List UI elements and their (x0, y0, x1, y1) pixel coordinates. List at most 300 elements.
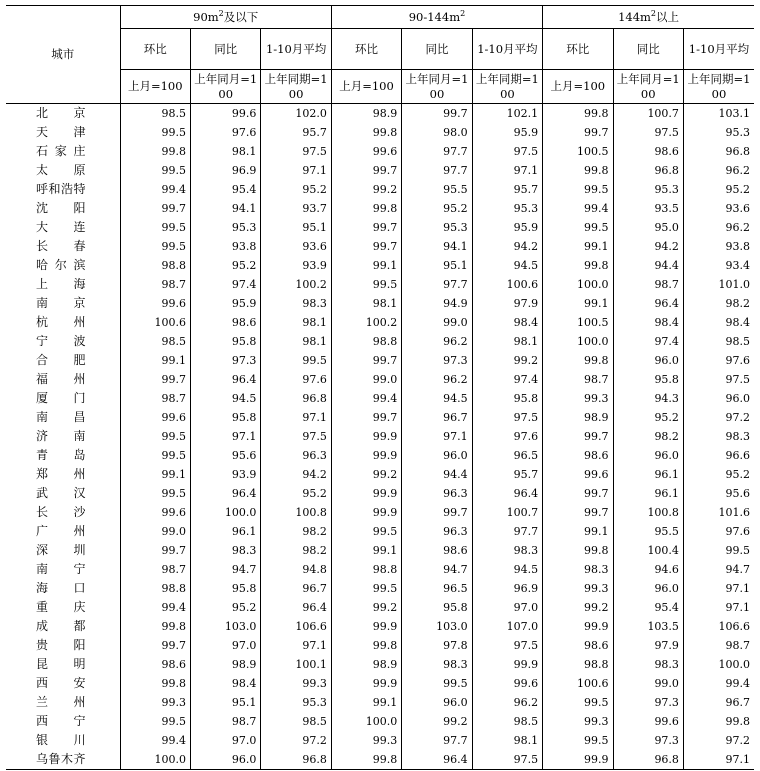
index-value-cell: 100.0 (190, 503, 260, 522)
index-value-cell: 99.0 (331, 370, 401, 389)
index-value-cell: 96.5 (472, 446, 542, 465)
index-value-cell: 99.2 (402, 712, 472, 731)
index-value-cell: 99.8 (120, 142, 190, 161)
city-name-cell: 青岛 (6, 446, 120, 465)
sub-header-mom: 环比 (120, 29, 190, 70)
index-value-cell: 95.8 (472, 389, 542, 408)
index-value-cell: 95.8 (190, 408, 260, 427)
index-value-cell: 99.5 (120, 712, 190, 731)
city-name-cell: 重庆 (6, 598, 120, 617)
index-value-cell: 99.7 (120, 370, 190, 389)
index-value-cell: 97.1 (261, 636, 331, 655)
index-value-cell: 97.5 (261, 142, 331, 161)
table-row (6, 617, 754, 636)
index-value-cell: 96.4 (261, 598, 331, 617)
index-value-cell: 95.2 (613, 408, 683, 427)
index-value-cell: 99.2 (331, 180, 401, 199)
table-row (6, 256, 754, 275)
sub-header-yoy: 同比 (613, 29, 683, 70)
index-value-cell: 103.1 (683, 104, 754, 124)
index-value-cell: 99.0 (120, 522, 190, 541)
index-value-cell: 99.7 (120, 636, 190, 655)
index-value-cell: 96.0 (402, 446, 472, 465)
index-value-cell: 99.2 (331, 598, 401, 617)
city-name-cell: 沈阳 (6, 199, 120, 218)
index-value-cell: 99.8 (331, 636, 401, 655)
base-header-prev-month: 上月=100 (543, 70, 613, 104)
index-value-cell: 97.4 (613, 332, 683, 351)
index-value-cell: 98.1 (190, 142, 260, 161)
index-value-cell: 95.8 (613, 370, 683, 389)
index-value-cell: 98.3 (725, 430, 750, 443)
index-value-cell: 96.8 (613, 161, 683, 180)
index-value-cell: 95.2 (261, 180, 331, 199)
index-value-cell: 99.1 (543, 294, 613, 313)
index-value-cell: 97.4 (190, 275, 260, 294)
index-value-cell: 95.1 (402, 256, 472, 275)
city-name-cell: 福州 (6, 370, 120, 389)
index-value-cell: 95.2 (261, 484, 331, 503)
index-value-cell: 98.3 (613, 655, 683, 674)
index-value-cell: 98.7 (613, 275, 683, 294)
index-value-cell: 99.5 (725, 544, 750, 557)
index-value-cell: 95.7 (472, 465, 542, 484)
table-row (6, 161, 754, 180)
index-value-cell: 100.6 (120, 313, 190, 332)
index-value-cell: 99.9 (331, 446, 401, 465)
index-value-cell: 96.7 (725, 696, 750, 709)
index-value-cell: 98.7 (120, 560, 190, 579)
index-value-cell: 94.7 (190, 560, 260, 579)
index-value-cell: 99.8 (120, 674, 190, 693)
index-value-cell: 96.2 (725, 221, 750, 234)
index-value-cell: 96.4 (190, 484, 260, 503)
index-value-cell: 96.3 (261, 446, 331, 465)
index-value-cell: 97.5 (472, 750, 542, 770)
index-value-cell: 95.3 (261, 693, 331, 712)
table-row (6, 199, 754, 218)
index-value-cell: 99.8 (543, 161, 613, 180)
table-row (6, 731, 754, 750)
index-value-cell: 99.7 (543, 484, 613, 503)
index-value-cell: 97.6 (190, 123, 260, 142)
index-value-cell: 99.7 (543, 503, 613, 522)
index-value-cell: 99.7 (120, 199, 190, 218)
index-value-cell: 99.7 (331, 408, 401, 427)
index-value-cell: 95.9 (472, 123, 542, 142)
index-value-cell: 93.8 (190, 237, 260, 256)
index-value-cell: 95.2 (190, 598, 260, 617)
index-value-cell: 100.6 (543, 674, 613, 693)
index-value-cell: 99.4 (331, 389, 401, 408)
index-value-cell: 99.5 (543, 180, 613, 199)
index-value-cell: 99.5 (120, 484, 190, 503)
index-value-cell: 94.4 (402, 465, 472, 484)
index-value-cell: 99.8 (543, 256, 613, 275)
index-value-cell: 95.3 (725, 126, 750, 139)
index-value-cell: 95.9 (472, 218, 542, 237)
index-value-cell: 100.0 (718, 658, 750, 671)
index-value-cell: 97.1 (725, 582, 750, 595)
index-value-cell: 94.7 (725, 563, 750, 576)
index-value-cell: 97.0 (190, 636, 260, 655)
index-value-cell: 98.8 (120, 256, 190, 275)
table-row (6, 104, 754, 124)
index-value-cell: 96.4 (402, 750, 472, 770)
index-value-cell: 100.7 (472, 503, 542, 522)
table-row (6, 655, 754, 674)
index-value-cell: 93.5 (613, 199, 683, 218)
index-value-cell: 102.0 (261, 104, 331, 124)
index-value-cell: 99.1 (120, 351, 190, 370)
index-value-cell: 94.2 (613, 237, 683, 256)
index-value-cell: 95.4 (190, 180, 260, 199)
base-header-prev-month: 上月=100 (331, 70, 401, 104)
city-name-cell: 郑州 (6, 465, 120, 484)
index-value-cell: 99.0 (402, 313, 472, 332)
index-value-cell: 96.0 (402, 693, 472, 712)
index-value-cell: 100.6 (472, 275, 542, 294)
group-header-medium-label: 90-144m (408, 9, 461, 24)
city-name-cell: 兰州 (6, 693, 120, 712)
index-value-cell: 96.8 (261, 389, 331, 408)
index-value-cell: 96.9 (472, 579, 542, 598)
index-value-cell: 99.3 (543, 712, 613, 731)
index-value-cell: 100.8 (613, 503, 683, 522)
index-value-cell: 96.9 (190, 161, 260, 180)
index-value-cell: 96.2 (402, 332, 472, 351)
table-row (6, 465, 754, 484)
index-value-cell: 95.9 (190, 294, 260, 313)
index-value-cell: 98.2 (261, 522, 331, 541)
index-value-cell: 96.1 (613, 484, 683, 503)
index-value-cell: 97.5 (472, 636, 542, 655)
index-value-cell: 96.2 (402, 370, 472, 389)
table-row (6, 294, 754, 313)
index-value-cell: 100.0 (120, 750, 190, 770)
city-name-cell: 大连 (6, 218, 120, 237)
city-name-cell: 海口 (6, 579, 120, 598)
index-value-cell: 98.6 (543, 636, 613, 655)
city-column-header: 城市 (6, 6, 120, 104)
index-value-cell: 97.4 (472, 370, 542, 389)
table-row (6, 275, 754, 294)
index-value-cell: 101.6 (718, 506, 750, 519)
city-name-cell: 南宁 (6, 560, 120, 579)
table-row (6, 693, 754, 712)
table-row (6, 446, 754, 465)
index-value-cell: 98.1 (261, 313, 331, 332)
index-value-cell: 98.2 (613, 427, 683, 446)
table-row (6, 332, 754, 351)
index-value-cell: 99.7 (120, 541, 190, 560)
group-header-small-sup: 2 (218, 8, 224, 18)
index-value-cell: 97.0 (190, 731, 260, 750)
index-value-cell: 97.3 (613, 693, 683, 712)
index-value-cell: 97.8 (402, 636, 472, 655)
index-value-cell: 95.2 (725, 183, 750, 196)
index-value-cell: 98.0 (402, 123, 472, 142)
index-value-cell: 99.5 (543, 693, 613, 712)
index-value-cell: 99.7 (543, 123, 613, 142)
index-value-cell: 95.1 (261, 218, 331, 237)
index-value-cell: 98.5 (472, 712, 542, 731)
index-value-cell: 99.1 (543, 522, 613, 541)
base-header-prev-year-month: 上年同月=100 (402, 70, 472, 104)
index-value-cell: 95.8 (190, 579, 260, 598)
index-value-cell: 98.7 (120, 389, 190, 408)
index-value-cell: 99.8 (331, 199, 401, 218)
table-row (6, 408, 754, 427)
index-value-cell: 94.5 (402, 389, 472, 408)
index-value-cell: 100.2 (261, 275, 331, 294)
index-value-cell: 98.6 (190, 313, 260, 332)
index-value-cell: 98.6 (613, 142, 683, 161)
index-value-cell: 99.2 (472, 351, 542, 370)
index-value-cell: 98.4 (190, 674, 260, 693)
index-value-cell: 97.1 (472, 161, 542, 180)
sub-header-average: 1-10月平均 (683, 29, 754, 70)
index-value-cell: 99.7 (543, 427, 613, 446)
index-value-cell: 99.9 (331, 617, 401, 636)
group-header-large-suffix: 以上 (656, 9, 680, 24)
index-value-cell: 99.1 (543, 237, 613, 256)
index-value-cell: 97.6 (725, 525, 750, 538)
index-value-cell: 98.8 (331, 560, 401, 579)
index-value-cell: 97.6 (725, 354, 750, 367)
index-value-cell: 99.5 (331, 579, 401, 598)
index-value-cell: 99.8 (543, 351, 613, 370)
index-value-cell: 99.7 (331, 218, 401, 237)
index-value-cell: 99.9 (331, 427, 401, 446)
city-name-cell: 北京 (6, 104, 120, 124)
index-value-cell: 99.6 (120, 408, 190, 427)
group-header-small (120, 6, 331, 29)
index-value-cell: 99.7 (331, 161, 401, 180)
index-value-cell: 96.8 (613, 750, 683, 770)
index-value-cell: 96.3 (402, 522, 472, 541)
sub-header-average: 1-10月平均 (261, 29, 331, 70)
index-value-cell: 97.2 (725, 734, 750, 747)
index-value-cell: 98.9 (331, 655, 401, 674)
index-value-cell: 99.6 (472, 674, 542, 693)
city-name-cell: 上海 (6, 275, 120, 294)
index-value-cell: 99.1 (331, 693, 401, 712)
index-value-cell: 99.5 (120, 427, 190, 446)
index-value-cell: 99.1 (331, 256, 401, 275)
table-row (6, 237, 754, 256)
index-value-cell: 99.8 (725, 715, 750, 728)
index-value-cell: 99.3 (543, 389, 613, 408)
index-value-cell: 97.5 (725, 373, 750, 386)
table-row (6, 636, 754, 655)
city-name-cell: 杭州 (6, 313, 120, 332)
city-name-cell: 南昌 (6, 408, 120, 427)
index-value-cell: 99.5 (331, 522, 401, 541)
sub-header-mom: 环比 (543, 29, 613, 70)
index-value-cell: 97.7 (402, 142, 472, 161)
index-value-cell: 95.3 (190, 218, 260, 237)
index-value-cell: 93.9 (261, 256, 331, 275)
index-value-cell: 98.9 (190, 655, 260, 674)
index-value-cell: 98.3 (543, 560, 613, 579)
index-value-cell: 95.2 (725, 468, 750, 481)
index-value-cell: 99.3 (261, 674, 331, 693)
index-value-cell: 93.6 (261, 237, 331, 256)
index-value-cell: 99.8 (331, 123, 401, 142)
index-value-cell: 97.2 (725, 411, 750, 424)
index-value-cell: 99.4 (120, 180, 190, 199)
table-row (6, 313, 754, 332)
index-value-cell: 98.7 (120, 275, 190, 294)
group-header-large (543, 6, 754, 29)
index-value-cell: 98.4 (613, 313, 683, 332)
index-value-cell: 97.1 (725, 601, 750, 614)
index-value-cell: 97.1 (683, 750, 754, 770)
index-value-cell: 106.6 (718, 620, 750, 633)
index-value-cell: 95.1 (190, 693, 260, 712)
index-value-cell: 99.5 (543, 731, 613, 750)
table-row (6, 598, 754, 617)
table-row (6, 503, 754, 522)
index-value-cell: 97.7 (472, 522, 542, 541)
index-value-cell: 95.2 (402, 199, 472, 218)
index-value-cell: 95.0 (613, 218, 683, 237)
index-value-cell: 97.1 (190, 427, 260, 446)
index-value-cell: 97.5 (472, 142, 542, 161)
index-value-cell: 97.1 (261, 161, 331, 180)
index-value-cell: 97.0 (472, 598, 542, 617)
group-header-small-suffix: 及以下 (223, 9, 259, 24)
index-value-cell: 100.0 (331, 712, 401, 731)
index-value-cell: 99.7 (402, 104, 472, 124)
price-index-table-container (6, 5, 754, 770)
city-name-cell: 宁波 (6, 332, 120, 351)
index-value-cell: 95.3 (472, 199, 542, 218)
index-value-cell: 99.9 (543, 617, 613, 636)
index-value-cell: 99.7 (402, 503, 472, 522)
index-value-cell: 99.4 (725, 677, 750, 690)
index-value-cell: 97.6 (261, 370, 331, 389)
index-value-cell: 100.5 (543, 142, 613, 161)
index-value-cell: 95.8 (402, 598, 472, 617)
table-row (6, 351, 754, 370)
index-value-cell: 100.4 (613, 541, 683, 560)
index-value-cell: 98.5 (120, 104, 190, 124)
index-value-cell: 98.4 (725, 316, 750, 329)
sub-header-mom: 环比 (331, 29, 401, 70)
city-name-cell: 呼和浩特 (6, 180, 120, 199)
index-value-cell: 95.3 (402, 218, 472, 237)
index-value-cell: 94.9 (402, 294, 472, 313)
index-value-cell: 100.5 (543, 313, 613, 332)
index-value-cell: 99.8 (543, 541, 613, 560)
index-value-cell: 96.6 (725, 449, 750, 462)
index-value-cell: 99.2 (331, 465, 401, 484)
index-value-cell: 102.1 (472, 104, 542, 124)
index-value-cell: 98.1 (331, 294, 401, 313)
index-value-cell: 99.1 (331, 541, 401, 560)
city-name-cell: 深圳 (6, 541, 120, 560)
index-value-cell: 97.1 (402, 427, 472, 446)
index-value-cell: 99.6 (543, 465, 613, 484)
index-value-cell: 97.9 (472, 294, 542, 313)
index-value-cell: 99.5 (120, 237, 190, 256)
index-value-cell: 96.4 (613, 294, 683, 313)
index-value-cell: 98.8 (543, 655, 613, 674)
index-value-cell: 95.3 (613, 180, 683, 199)
index-value-cell: 99.9 (543, 750, 613, 770)
base-header-prev-year-month: 上年同月=100 (190, 70, 260, 104)
index-value-cell: 97.5 (261, 427, 331, 446)
index-value-cell: 99.6 (331, 142, 401, 161)
index-value-cell: 96.2 (472, 693, 542, 712)
index-value-cell: 96.5 (402, 579, 472, 598)
index-value-cell: 99.5 (120, 161, 190, 180)
table-row (6, 218, 754, 237)
index-value-cell: 95.6 (190, 446, 260, 465)
index-value-cell: 98.1 (261, 332, 331, 351)
index-value-cell: 98.5 (261, 712, 331, 731)
index-value-cell: 106.6 (261, 617, 331, 636)
index-value-cell: 94.5 (472, 560, 542, 579)
table-row (6, 579, 754, 598)
index-value-cell: 98.8 (120, 579, 190, 598)
index-value-cell: 100.2 (331, 313, 401, 332)
index-value-cell: 99.9 (472, 655, 542, 674)
group-header-large-label: 144m (618, 9, 651, 24)
city-name-cell: 乌鲁木齐 (6, 750, 120, 770)
index-value-cell: 98.6 (402, 541, 472, 560)
index-value-cell: 97.9 (613, 636, 683, 655)
index-value-cell: 93.4 (725, 259, 750, 272)
index-value-cell: 96.4 (190, 370, 260, 389)
index-value-cell: 94.2 (261, 465, 331, 484)
price-index-table (6, 5, 754, 770)
city-name-cell: 成都 (6, 617, 120, 636)
index-value-cell: 99.4 (120, 731, 190, 750)
table-row (6, 142, 754, 161)
index-value-cell: 97.6 (472, 427, 542, 446)
index-value-cell: 99.3 (543, 579, 613, 598)
sub-header-yoy: 同比 (190, 29, 260, 70)
table-row (6, 541, 754, 560)
city-name-cell: 天津 (6, 123, 120, 142)
index-value-cell: 98.1 (472, 332, 542, 351)
index-value-cell: 99.5 (120, 446, 190, 465)
index-value-cell: 99.6 (613, 712, 683, 731)
group-header-small-label: 90m (193, 9, 219, 24)
city-name-cell: 合肥 (6, 351, 120, 370)
city-name-cell: 太原 (6, 161, 120, 180)
index-value-cell: 98.2 (261, 541, 331, 560)
index-value-cell: 98.1 (472, 731, 542, 750)
index-value-cell: 95.8 (190, 332, 260, 351)
city-name-cell: 济南 (6, 427, 120, 446)
index-value-cell: 98.3 (472, 541, 542, 560)
city-name-cell: 贵阳 (6, 636, 120, 655)
city-name-cell: 广州 (6, 522, 120, 541)
index-value-cell: 96.7 (402, 408, 472, 427)
index-value-cell: 97.3 (190, 351, 260, 370)
index-value-cell: 99.5 (331, 275, 401, 294)
index-value-cell: 94.4 (613, 256, 683, 275)
index-value-cell: 95.5 (613, 522, 683, 541)
index-value-cell: 97.7 (402, 731, 472, 750)
index-value-cell: 96.0 (613, 579, 683, 598)
index-value-cell: 97.2 (261, 731, 331, 750)
index-value-cell: 100.1 (261, 655, 331, 674)
